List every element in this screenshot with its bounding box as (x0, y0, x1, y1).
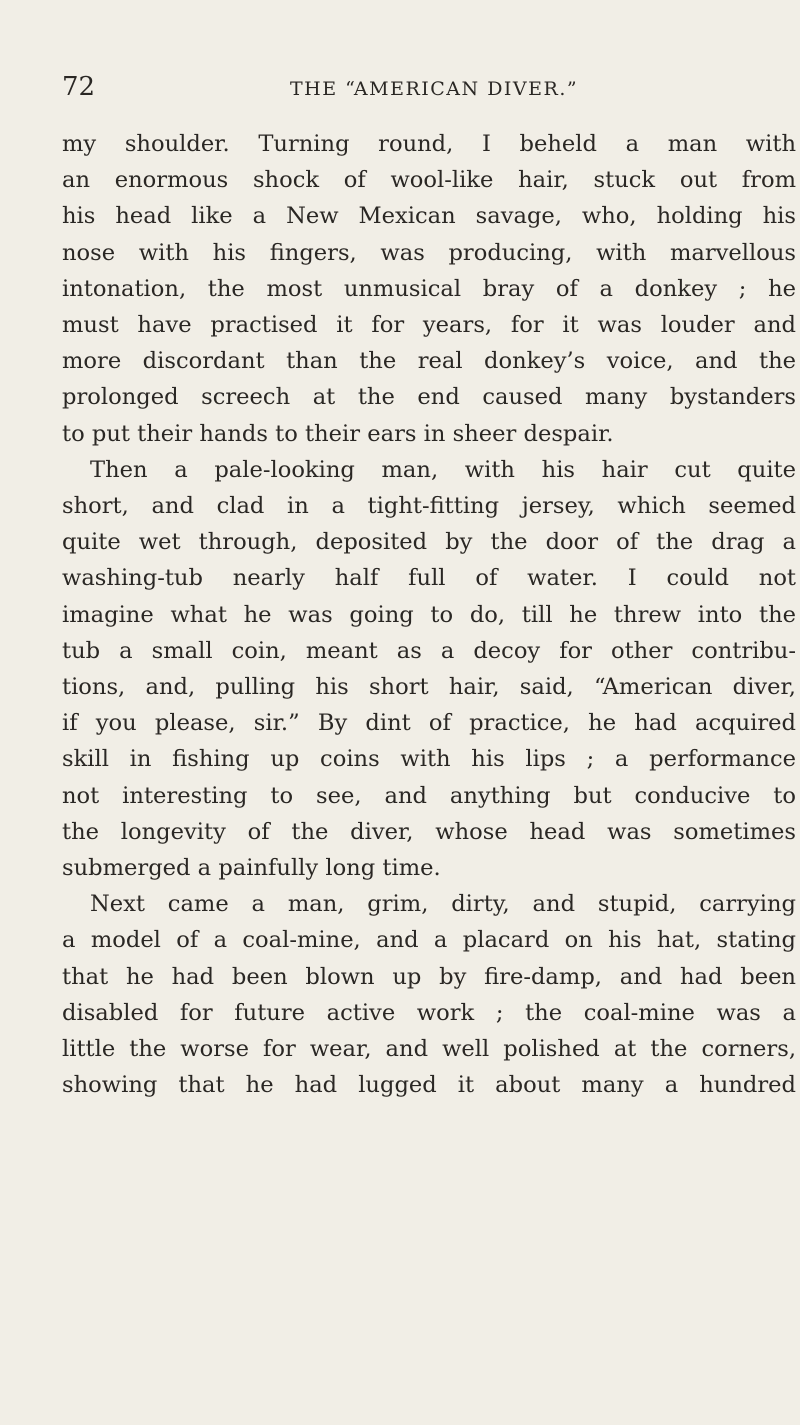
text-line: a model of a coal-mine, and a placard on his hat, stating (62, 927, 796, 954)
text-line: washing-tub nearly half full of water. I could not (62, 565, 796, 592)
text-line: submerged a painfully long time. (62, 855, 441, 882)
body-text (62, 126, 796, 1103)
text-line: the longevity of the diver, whose head was sometimes (62, 818, 796, 845)
text-line: showing that he had lugged it about many a hundred (62, 1072, 796, 1099)
text-line: more discordant than the real donkey’s voice, and the (62, 348, 796, 375)
text-line: his head like a New Mexican savage, who, holding his (62, 203, 796, 230)
running-head: THE “AMERICAN DIVER.” (290, 78, 579, 100)
text-line: my shoulder. Turning round, I beheld a man with (62, 131, 796, 157)
text-line: must have practised it for years, for it was louder and (62, 312, 796, 339)
text-line: Then a pale-looking man, with his hair cut quite (90, 456, 796, 483)
text-line: that he had been blown up by fire-damp, and had been (62, 963, 796, 990)
text-line: tions, and, pulling his short hair, said, “American diver, (62, 674, 796, 701)
text-line: short, and clad in a tight-fitting jersey, which seemed (62, 493, 796, 520)
text-line: disabled for future active work ; the coal-mine was a (62, 999, 796, 1026)
page-header (0, 72, 800, 112)
text-line: if you please, sir.” By dint of practice, he had acquired (62, 710, 796, 737)
text-line: Next came a man, grim, dirty, and stupid, carrying (90, 891, 796, 918)
text-line: intonation, the most unmusical bray of a donkey ; he (62, 275, 796, 302)
text-line: not interesting to see, and anything but conducive to (62, 782, 796, 809)
text-line: quite wet through, deposited by the door of the drag a (62, 529, 796, 556)
text-line: prolonged screech at the end caused many bystanders (62, 384, 796, 411)
page-number: 72 (62, 72, 96, 102)
text-line: nose with his fingers, was producing, with marvellous (62, 239, 796, 266)
text-line: tub a small coin, meant as a decoy for other contribu- (62, 637, 796, 664)
text-line: an enormous shock of wool-like hair, stuck out from (62, 167, 796, 194)
text-line: skill in fishing up coins with his lips ; a performance (62, 746, 796, 773)
text-line: imagine what he was going to do, till he threw into the (62, 601, 796, 628)
text-line: to put their hands to their ears in sheer despair. (62, 420, 614, 447)
text-line: little the worse for wear, and well polished at the corners, (62, 1036, 796, 1063)
